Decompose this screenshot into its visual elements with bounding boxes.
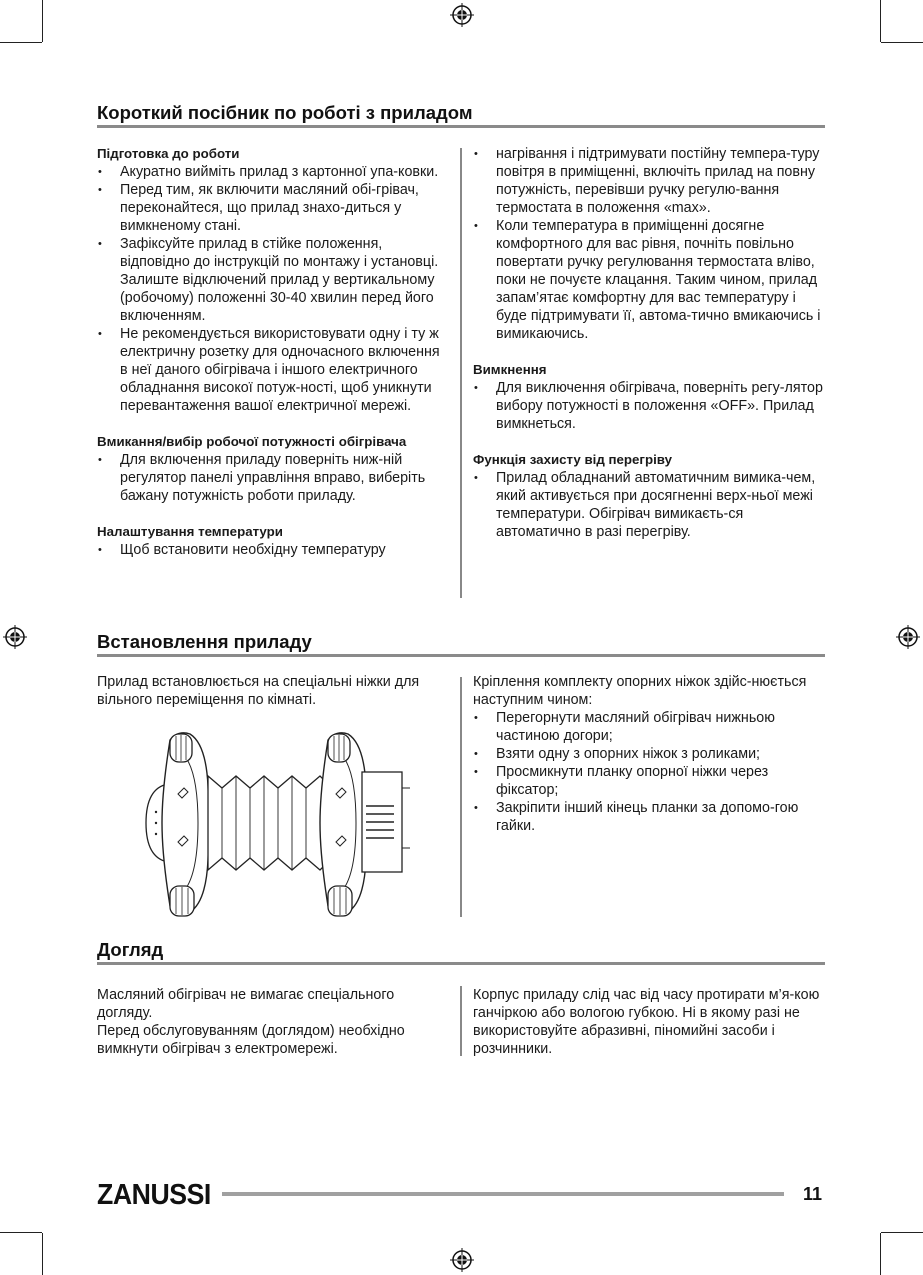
crop-mark: [880, 1233, 881, 1275]
prep-heading: Підготовка до роботи: [97, 146, 240, 161]
registration-mark-icon: [896, 625, 920, 649]
crop-mark: [881, 42, 923, 43]
temp-list: [97, 541, 449, 559]
column-divider: [460, 148, 462, 598]
list-item: • Просмикнути планку опорної ніжки через фіксатор;: [473, 763, 827, 799]
section-title-quick-guide: Короткий посібник по роботі з приладом: [97, 102, 473, 123]
brand-logo: ZANUSSI: [97, 1179, 211, 1211]
crop-mark: [881, 1232, 923, 1233]
temp-item-start: Щоб встановити необхідну температуру: [120, 542, 386, 558]
list-item: • Для включення приладу поверніть ниж-ній регулятор панелі управління вправо, виберіть бажану потужність роботи приладу.: [97, 451, 449, 505]
list-item: • Закріпити інший кінець планки за допомо-гою гайки.: [473, 799, 827, 835]
temp-heading: Налаштування температури: [97, 524, 283, 539]
temp-list-continued: [473, 145, 827, 343]
list-item: • Зафіксуйте прилад в стійке положення, відповідно до інструкцій по монтажу і установці. Залиште відключений прилад у вертикальному (робочому) положенні 30-40 хвилин перед його включенням.: [97, 235, 449, 325]
list-item: • Не рекомендується використовувати одну і ту ж електричну розетку для одночасного включення в неї даного обігрівача і іншого електричного обладнання високої потуж-ності, щоб уникнути перевантаження вашої електричної мережі.: [97, 325, 449, 415]
overheat-heading: Функція захисту від перегріву: [473, 452, 673, 467]
installation-left-column: [97, 673, 451, 709]
off-heading: Вимкнення: [473, 362, 547, 377]
quick-guide-right-column: [473, 145, 827, 541]
registration-mark-icon: [450, 3, 474, 27]
care-text-1: Масляний обігрівач не вимагає спеціального догляду.: [97, 987, 395, 1021]
registration-mark-icon: [3, 625, 27, 649]
care-right-column: [473, 986, 827, 1058]
list-item: • Взяти одну з опорних ніжок з роликами;: [473, 745, 827, 763]
list-item: • Коли температура в приміщенні досягне комфортного для вас рівня, почніть повільно повертати ручку регулювання термостата вліво, поки не почуєте клацання. Таким чином, прилад запам’ятає комфортну для вас температуру і буде підтримувати її, автома-тично вмикаючись і вимикаючись.: [473, 217, 827, 343]
list-item: [473, 145, 827, 217]
list-item: [97, 541, 449, 559]
column-divider: [460, 986, 462, 1056]
prep-list: [97, 163, 449, 415]
registration-mark-icon: [450, 1248, 474, 1272]
crop-mark: [0, 1232, 42, 1233]
installation-steps-intro: Кріплення комплекту опорних ніжок здійс-нюється наступним чином:: [473, 674, 807, 708]
list-item: • Перед тим, як включити масляний обі-грівач, переконайтеся, що прилад знахо-диться у вимкненому стані.: [97, 181, 449, 235]
care-text-3: Корпус приладу слід час від часу протирати м’я-кою ганчіркою або вологою губкою. Ні в якому разі не використовуйте абразивні, піномийні засоби і розчинники.: [473, 987, 820, 1057]
care-text-2: Перед обслуговуванням (доглядом) необхідно вимкнути обігрівач з електромережі.: [97, 1023, 405, 1057]
section-rule: [97, 125, 825, 128]
care-left-column: [97, 986, 442, 1058]
list-item: • Прилад обладнаний автоматичним вимика-чем, який активується при досягненні верх-ньої межі температури. Обігрівач вимикаєть-ся автоматично в разі перегріву.: [473, 469, 827, 541]
installation-right-column: [473, 673, 827, 835]
crop-mark: [0, 42, 42, 43]
section-rule: [97, 654, 825, 657]
heater-illustration: [140, 726, 415, 921]
power-heading: Вмикання/вибір робочої потужності обігрівача: [97, 434, 407, 449]
list-item: • Для виключення обігрівача, поверніть регу-лятор вибору потужності в положення «OFF». Прилад вимкнеться.: [473, 379, 827, 433]
section-title-installation: Встановлення приладу: [97, 631, 312, 652]
page-number: 11: [803, 1184, 823, 1204]
list-item: • Акуратно вийміть прилад з картонної упа-ковки.: [97, 163, 449, 181]
footer-rule: [222, 1192, 784, 1196]
power-list: [97, 451, 449, 505]
section-title-care: Догляд: [97, 939, 164, 960]
overheat-list: [473, 469, 827, 541]
installation-steps-list: [473, 709, 827, 835]
crop-mark: [880, 0, 881, 42]
off-list: [473, 379, 827, 433]
temp-item-continued: нагрівання і підтримувати постійну темпера-туру повітря в приміщенні, включіть прилад на повну потужність, перевівши ручку регулю-вання термостата в положення «max».: [496, 146, 820, 216]
crop-mark: [42, 1233, 43, 1275]
crop-mark: [42, 0, 43, 42]
column-divider: [460, 677, 462, 917]
quick-guide-left-column: [97, 145, 449, 559]
installation-intro: Прилад встановлюється на спеціальні ніжки для вільного переміщення по кімнаті.: [97, 674, 420, 708]
section-rule: [97, 962, 825, 965]
list-item: • Перегорнути масляний обігрівач нижньою частиною догори;: [473, 709, 827, 745]
